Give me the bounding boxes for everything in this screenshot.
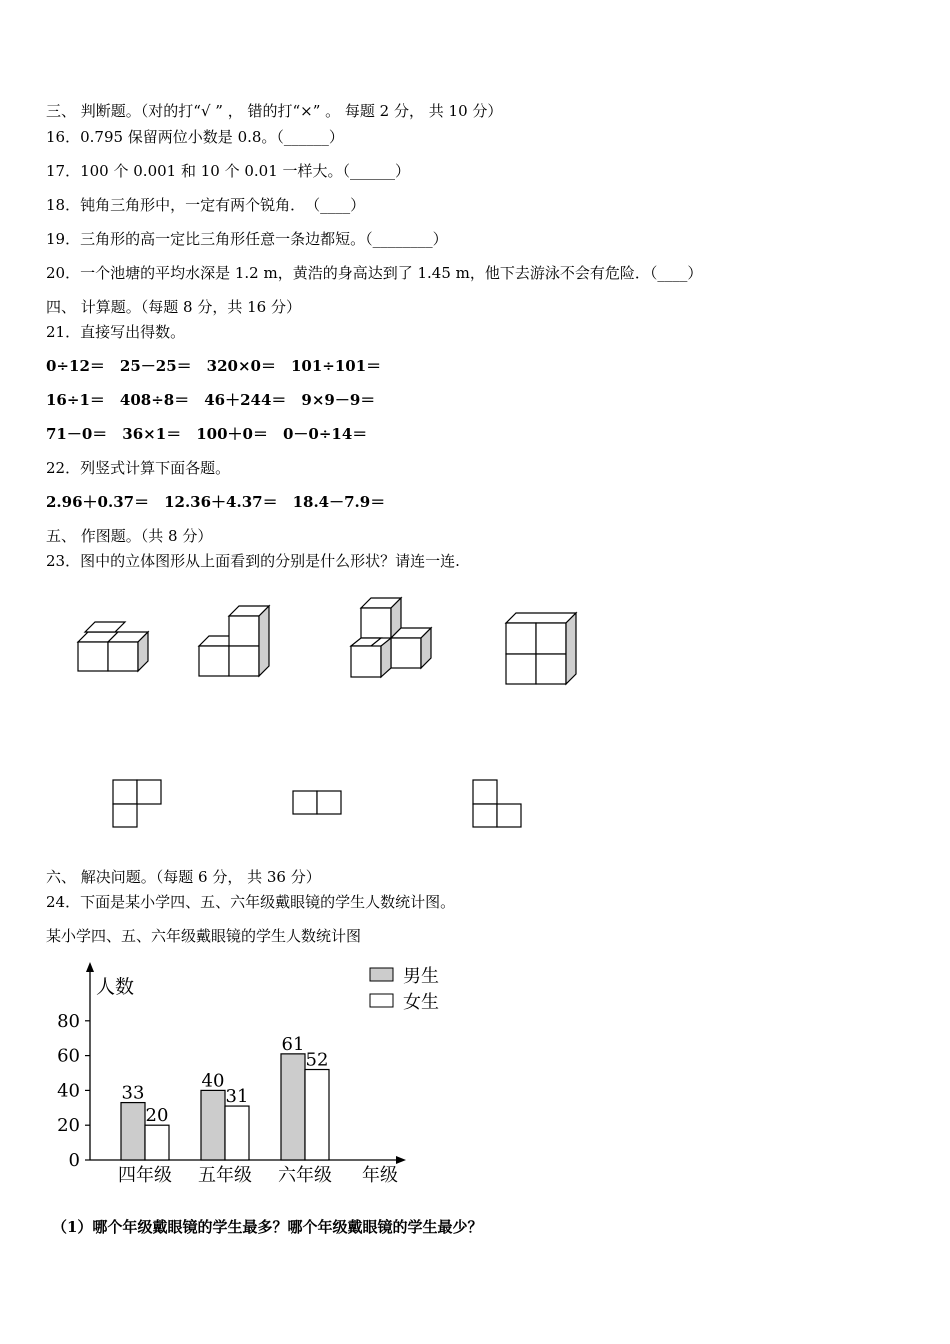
section5-heading: 五、 作图题。（共 8 分） [46, 527, 213, 545]
question-20: 20．一个池塘的平均水深是 1.2 m，黄浩的身高达到了 1.45 m，他下去游泳不会有危险．（____） [46, 264, 703, 282]
legend-label-boys: 男生 [403, 966, 439, 987]
solid-figure-2 [199, 606, 269, 676]
calc-row-1: 0÷12＝ 25－25＝ 320×0＝ 101÷101＝ [46, 357, 382, 375]
y-tick-label-40: 40 [57, 1080, 80, 1102]
question-24-1: （1）哪个年级戴眼镜的学生最多？哪个年级戴眼镜的学生最少？ [52, 1218, 483, 1236]
y-axis-label: 人数 [96, 976, 135, 998]
y-tick-label-0: 0 [68, 1150, 80, 1171]
legend-swatch-boys [370, 968, 393, 981]
question-24: 24．下面是某小学四、五、六年级戴眼镜的学生人数统计图。 [46, 893, 456, 911]
bar-chart [0, 960, 480, 1190]
bar-value-label: 33 [121, 1082, 145, 1104]
bar-girls-5 [225, 1106, 249, 1160]
question-16: 16．0.795 保留两位小数是 0.8。（______） [46, 128, 344, 146]
bar-value-label: 31 [225, 1086, 249, 1108]
question-21: 21．直接写出得数。 [46, 323, 186, 341]
question-19: 19．三角形的高一定比三角形任意一条边都短。（________） [46, 230, 448, 248]
bar-value-label: 61 [281, 1033, 305, 1055]
solid-figure-4 [506, 613, 576, 684]
bar-boys-4 [121, 1103, 145, 1160]
bar-boys-6 [281, 1054, 305, 1160]
top-view-3 [473, 780, 521, 827]
y-tick-label-60: 60 [57, 1045, 80, 1067]
question-22: 22．列竖式计算下面各题。 [46, 459, 231, 477]
section6-heading: 六、 解决问题。（每题 6 分， 共 36 分） [46, 868, 321, 886]
y-tick-label-80: 80 [57, 1010, 80, 1032]
bar-girls-4 [145, 1125, 169, 1160]
calc-row-2: 16÷1＝ 408÷8＝ 46＋244＝ 9×9－9＝ [46, 391, 376, 409]
category-label: 六年级 [278, 1165, 332, 1186]
calc-row-3: 71－0＝ 36×1＝ 100＋0＝ 0－0÷14＝ [46, 425, 368, 443]
category-label: 五年级 [198, 1165, 252, 1186]
question-23: 23．图中的立体图形从上面看到的分别是什么形状？请连一连. [46, 552, 460, 570]
calc-row-4: 2.96＋0.37＝ 12.36＋4.37＝ 18.4－7.9＝ [46, 493, 386, 511]
bar-boys-5 [201, 1090, 225, 1160]
question-17: 17．100 个 0.001 和 10 个 0.01 一样大。（______） [46, 162, 411, 180]
solid-figure-3 [351, 598, 431, 677]
solid-figure-1 [78, 622, 148, 671]
bar-girls-6 [305, 1070, 329, 1160]
legend-swatch-girls [370, 994, 393, 1007]
chart-caption: 某小学四、五、六年级戴眼镜的学生人数统计图 [46, 927, 362, 945]
bar-value-label: 52 [305, 1049, 329, 1071]
bar-value-label: 20 [145, 1105, 169, 1127]
legend-label-girls: 女生 [403, 992, 439, 1013]
top-views [0, 770, 950, 840]
x-axis-arrow [396, 1156, 406, 1164]
y-axis-arrow [86, 962, 94, 972]
question-18: 18．钝角三角形中，一定有两个锐角． （____） [46, 196, 366, 214]
category-label: 四年级 [118, 1165, 172, 1186]
section4-heading: 四、 计算题。（每题 8 分，共 16 分） [46, 298, 301, 316]
x-axis-label: 年级 [362, 1165, 398, 1186]
section3-heading: 三、 判断题。（对的打“√ ” ， 错的打“×” 。 每题 2 分， 共 10 分） [46, 102, 503, 120]
top-view-1 [113, 780, 161, 827]
top-view-2 [293, 791, 341, 814]
bar-value-label: 40 [201, 1070, 225, 1092]
y-tick-label-20: 20 [57, 1115, 80, 1137]
solid-figures [0, 590, 950, 700]
